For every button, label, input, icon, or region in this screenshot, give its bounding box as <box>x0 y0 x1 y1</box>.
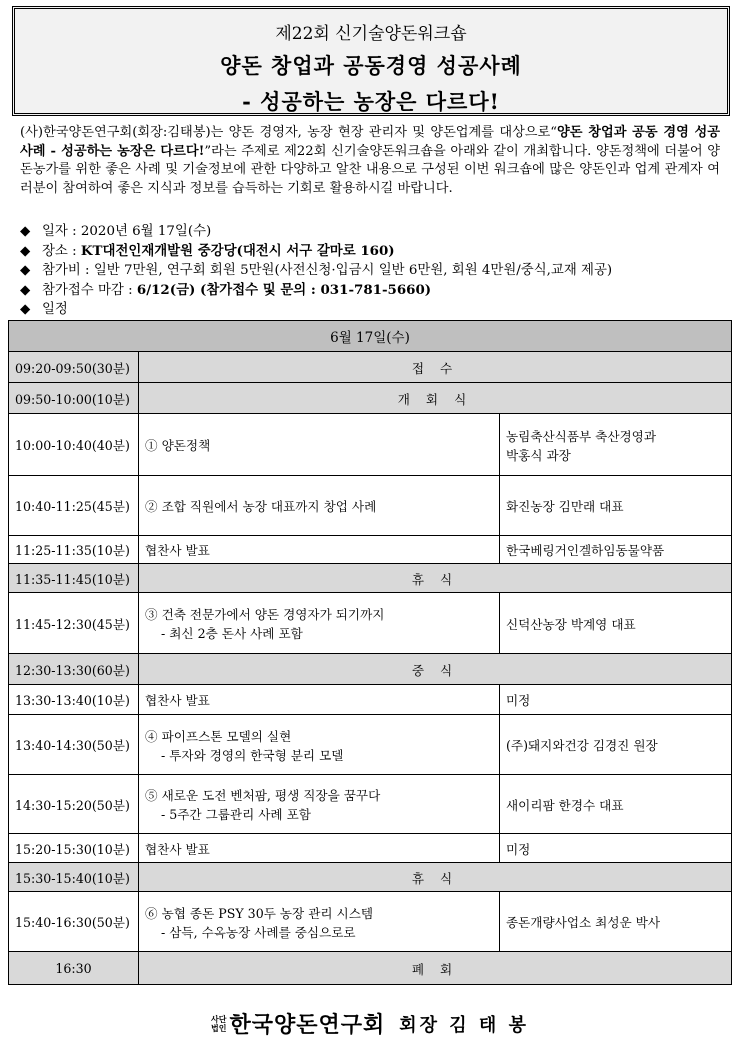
session-title: ⑥ 농협 종돈 PSY 30두 농장 관리 시스템 <box>145 905 374 921</box>
time-cell: 15:40-16:30(50분) <box>9 892 139 952</box>
table-row <box>9 715 732 775</box>
table-row <box>9 476 732 536</box>
info-place <box>20 242 730 262</box>
intro-theme: 양돈 창업과 공동 경영 성공 사례 - 성공하는 농장은 다르다! <box>20 125 720 159</box>
time-cell: 12:30-13:30(60분) <box>9 654 139 685</box>
diamond-bullet-icon: ◆ <box>20 224 31 239</box>
time-cell: 13:40-14:30(50분) <box>9 715 139 775</box>
schedule-header-row <box>9 321 732 352</box>
table-row <box>9 352 732 383</box>
session-cell: 중 식 <box>139 654 732 685</box>
session-cell <box>139 775 500 834</box>
time-cell: 14:30-15:20(50분) <box>9 775 139 834</box>
info-schedule <box>20 300 730 320</box>
table-row <box>9 564 732 593</box>
session-cell <box>139 593 500 654</box>
session-cell: 협찬사 발표 <box>139 834 500 863</box>
time-cell: 11:35-11:45(10분) <box>9 564 139 593</box>
session-subtitle: - 삼득, 수옥농장 사례를 중심으로로 <box>161 924 356 940</box>
diamond-bullet-icon: ◆ <box>20 263 31 278</box>
place-label: 장소 : <box>42 243 81 259</box>
time-cell: 16:30 <box>9 952 139 985</box>
org-type-label <box>211 1015 226 1033</box>
session-cell: 협찬사 발표 <box>139 685 500 715</box>
diamond-bullet-icon: ◆ <box>20 302 31 317</box>
diamond-bullet-icon: ◆ <box>20 282 31 298</box>
deadline-label: 참가접수 마감 : <box>42 282 137 298</box>
title-box <box>12 6 730 116</box>
session-cell: 협찬사 발표 <box>139 536 500 564</box>
session-cell <box>139 715 500 775</box>
speaker-cell: 새이리팜 한경수 대표 <box>500 775 732 834</box>
time-cell: 15:20-15:30(10분) <box>9 834 139 863</box>
session-title: ⑤ 새로운 도전 벤처팜, 평생 직장을 꿈꾸다 <box>145 788 381 803</box>
intro-paragraph <box>20 124 720 198</box>
diamond-bullet-icon: ◆ <box>20 243 31 259</box>
date-text: 일자 : 2020년 6월 17일(수) <box>42 224 212 239</box>
session-cell: 접 수 <box>139 352 732 383</box>
table-row <box>9 863 732 892</box>
org-type-bottom: 법인 <box>211 1023 227 1033</box>
speaker-cell: 신덕산농장 박계영 대표 <box>500 593 732 654</box>
workshop-subtitle: - 성공하는 농장은 다르다! <box>242 89 500 114</box>
time-cell: 15:30-15:40(10분) <box>9 863 139 892</box>
time-cell: 09:50-10:00(10분) <box>9 383 139 414</box>
session-title: ③ 건축 전문가에서 양돈 경영자가 되기까지 <box>145 607 385 622</box>
event-info <box>20 222 730 320</box>
schedule-table <box>8 320 732 985</box>
session-cell <box>139 892 500 952</box>
speaker-line: 박홍식 과장 <box>506 447 571 463</box>
schedule-label: 일정 <box>42 302 68 317</box>
table-row <box>9 383 732 414</box>
org-type-top: 사단 <box>211 1014 227 1024</box>
session-cell: ① 양돈정책 <box>139 414 500 476</box>
time-cell: 11:25-11:35(10분) <box>9 536 139 564</box>
table-row <box>9 414 732 476</box>
session-cell: 폐 회 <box>139 952 732 985</box>
table-row <box>9 685 732 715</box>
speaker-cell: 미정 <box>500 685 732 715</box>
info-date <box>20 222 730 242</box>
session-subtitle: - 투자와 경영의 한국형 분리 모델 <box>161 747 344 763</box>
time-cell: 11:45-12:30(45분) <box>9 593 139 654</box>
time-cell: 10:00-10:40(40분) <box>9 414 139 476</box>
deadline-value: 6/12(금) (참가접수 및 문의 : 031-781-5660) <box>136 281 432 298</box>
place-value: KT대전인재개발원 중강당(대전시 서구 갈마로 160) <box>80 242 395 259</box>
president-name: 회장 김 태 봉 <box>399 1014 529 1036</box>
fee-label: 참가비 : <box>42 263 94 278</box>
workshop-title: 양돈 창업과 공동경영 성공사례 <box>220 53 522 78</box>
session-subtitle: - 5주간 그룹관리 사례 포함 <box>161 807 311 822</box>
session-cell: 휴 식 <box>139 564 732 593</box>
time-cell: 13:30-13:40(10분) <box>9 685 139 715</box>
table-row <box>9 834 732 863</box>
table-row <box>9 536 732 564</box>
session-cell: 개 회 식 <box>139 383 732 414</box>
time-cell: 09:20-09:50(30분) <box>9 352 139 383</box>
speaker-cell: 화진농장 김만래 대표 <box>500 476 732 536</box>
speaker-cell: 종돈개량사업소 최성운 박사 <box>500 892 732 952</box>
schedule-day: 6월 17일(수) <box>9 321 732 352</box>
session-subtitle: - 최신 2층 돈사 사례 포함 <box>161 626 303 641</box>
info-deadline <box>20 281 730 301</box>
info-fee <box>20 261 730 281</box>
speaker-cell: 한국베링거인겔하임동물약품 <box>500 536 732 564</box>
table-row <box>9 892 732 952</box>
session-cell: ② 조합 직원에서 농장 대표까지 창업 사례 <box>139 476 500 536</box>
table-row <box>9 952 732 985</box>
table-row <box>9 593 732 654</box>
speaker-line: 농림축산식품부 축산경영과 <box>506 428 656 444</box>
workshop-edition: 제22회 신기술양돈워크숍 <box>275 24 467 44</box>
time-cell: 10:40-11:25(45분) <box>9 476 139 536</box>
table-row <box>9 654 732 685</box>
session-cell: 휴 식 <box>139 863 732 892</box>
footer-signature <box>0 1008 740 1039</box>
org-name: 한국양돈연구회 <box>229 1013 386 1038</box>
fee-value: 일반 7만원, 연구회 회원 5만원(사전신청·입금시 일반 6만원, 회원 4만원/중식,교재 제공) <box>93 263 613 278</box>
speaker-cell: (주)돼지와건강 김경진 원장 <box>500 715 732 775</box>
table-row <box>9 775 732 834</box>
session-title: ④ 파이프스톤 모델의 실현 <box>145 728 292 744</box>
intro-text-1: (사)한국양돈연구회(회장:김태봉)는 양돈 경영자, 농장 현장 관리자 및 양돈업계를 대상으로“ <box>20 125 558 140</box>
speaker-cell <box>500 414 732 476</box>
speaker-cell: 미정 <box>500 834 732 863</box>
intro-text-2: ”라는 주제로 제22회 신기술양돈워크숍을 아래와 같이 개최합니다. 양돈정책에 더불어 양돈농가를 위한 좋은 사례 및 기술정보에 관한 다양하고 알찬 내용으로 구성된 이번 워크숍에 많은 양돈인과 업계 관계자 여러분이 참여하여 좋은 지식과 정보를 습득하는 기회로 활용하시길 바랍니다. <box>20 143 720 196</box>
